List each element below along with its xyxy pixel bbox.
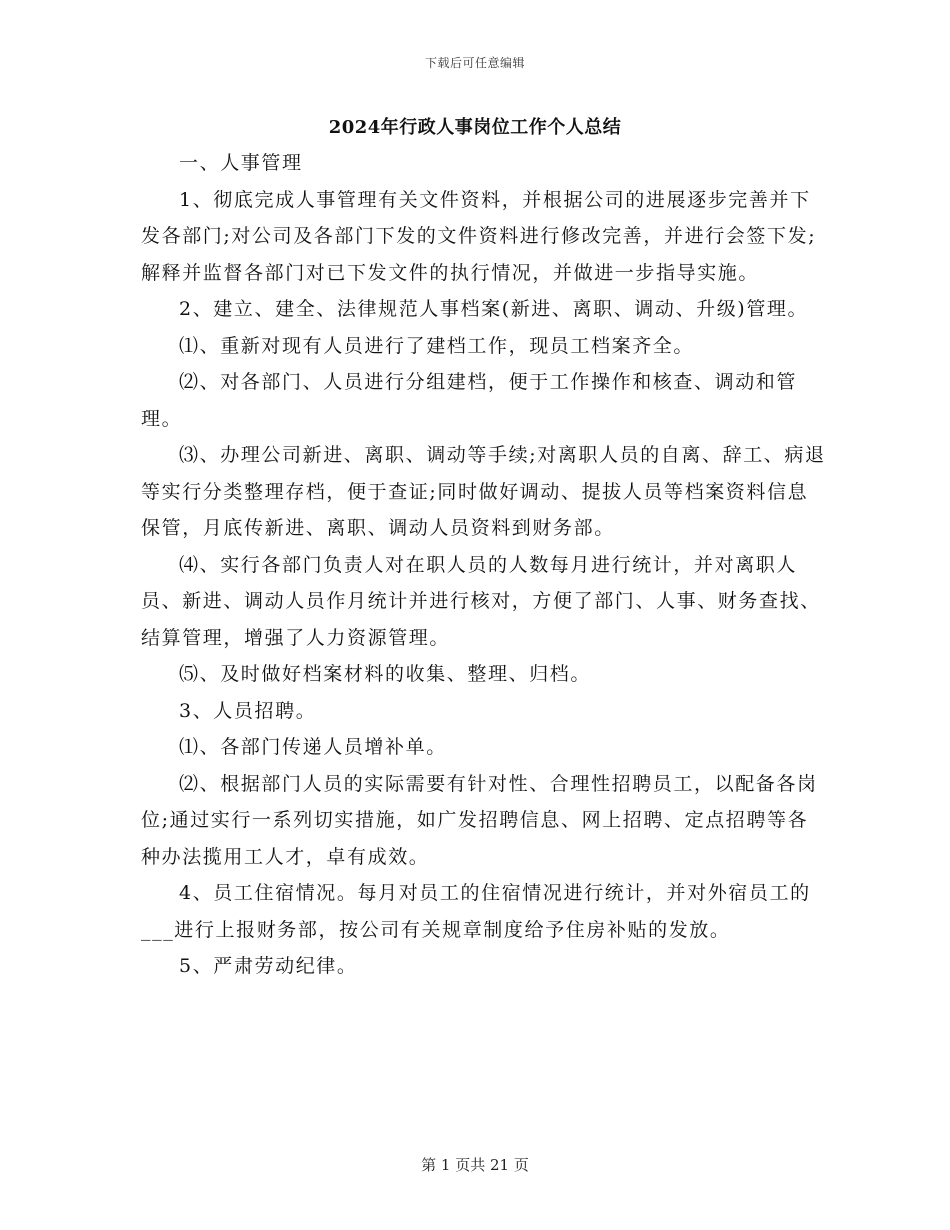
- page-number: 第 1 页共 21 页: [421, 1156, 529, 1174]
- paragraph: ⑵、根据部门人员的实际需要有针对性、合理性招聘员工，以配备各岗位;通过实行一系列切实措施，如广发招聘信息、网上招聘、定点招聘等各种办法揽用工人才，卓有成效。: [141, 772, 818, 868]
- paragraph: ⑷、实行各部门负责人对在职人员的人数每月进行统计，并对离职人员、新进、调动人员作月统计并进行核对，方便了部门、人事、财务查找、结算管理，增强了人力资源管理。: [141, 553, 821, 649]
- paragraph: ⑴、重新对现有人员进行了建档工作，现员工档案齐全。: [179, 334, 695, 357]
- document-body: [141, 145, 826, 985]
- paragraph: ⑸、及时做好档案材料的收集、整理、归档。: [179, 663, 592, 685]
- section-heading: 一、人事管理: [179, 152, 303, 174]
- paragraph: 5、严肃劳动纪律。: [179, 955, 358, 977]
- paragraph: 1、彻底完成人事管理有关文件资料，并根据公司的进展逐步完善并下发各部门;对公司及各部门下发的文件资料进行修改完善，并进行会签下发;解释并监督各部门对已下发文件的执行情况，并做进一步指导实施。: [141, 188, 817, 284]
- header-note: 下载后可任意编辑: [424, 56, 525, 70]
- paragraph: ⑴、各部门传递人员增补单。: [179, 736, 447, 758]
- paragraph: 2、建立、建全、法律规范人事档案(新进、离职、调动、升级)管理。: [179, 298, 809, 320]
- paragraph: ⑵、对各部门、人员进行分组建档，便于工作操作和核查、调动和管理。: [141, 371, 798, 430]
- paragraph: ⑶、办理公司新进、离职、调动等手续;对离职人员的自离、辞工、病退等实行分类整理存档，便于查证;同时做好调动、提拔人员等档案资料信息保管，月底传新进、离职、调动人员资料到财务部。: [141, 444, 826, 539]
- paragraph: 4、员工住宿情况。每月对员工的住宿情况进行统计，并对外宿员工的___进行上报财务部，按公司有关规章制度给予住房补贴的发放。: [141, 882, 811, 941]
- paragraph: 3、人员招聘。: [179, 699, 317, 722]
- document-title: 2024年行政人事岗位工作个人总结: [328, 117, 622, 138]
